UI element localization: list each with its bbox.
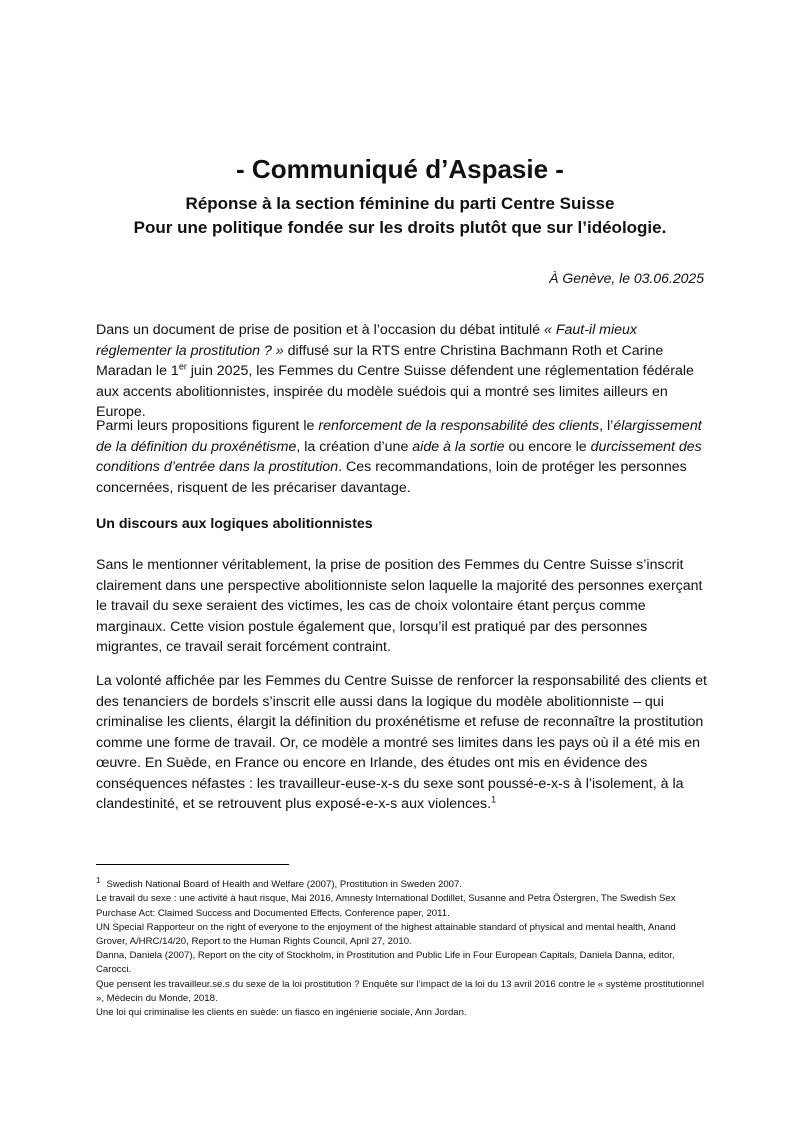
paragraph-text: Parmi leurs propositions figurent le xyxy=(96,418,319,434)
footnote-item xyxy=(96,874,708,892)
paragraph-intro xyxy=(96,320,708,423)
footnotes xyxy=(96,874,708,1020)
footnote-item: Que pensent les travailleur.se.s du sexe de la loi prostitution ? Enquête sur l’impact de la loi du 13 avril 2016 contre le « système prostitutionnel », Médecin du Monde, 2018. xyxy=(96,978,704,1004)
paragraph-text: Sans le mentionner véritablement, la prise de position des Femmes du Centre Suisse s’inscrit clairement dans une perspective abolitionniste selon laquelle la majorité des personnes exerçant le travail du sexe seraient des victimes, les cas de choix volontaire étant perçus comme marginaux. Cette vision postule également que, lorsqu’il est pratiqué par des personnes migrantes, ce travail serait forcément contraint. xyxy=(96,557,703,655)
paragraph-text: . Ces recommandations, loin de protéger les personnes concernées, risquent de les précariser davantage. xyxy=(96,459,687,496)
paragraph-proposals xyxy=(96,416,708,498)
document-subtitle-line1: Réponse à la section féminine du parti Centre Suisse xyxy=(185,194,615,213)
paragraph-text: , la création d’une xyxy=(296,438,413,455)
proposal-4: durcissement des conditions d’entrée dans la prostitution xyxy=(96,438,702,475)
footnote-item: UN Special Rapporteur on the right of everyone to the enjoyment of the highest attainable standard of physical and mental health, Anand Grover, A/HRC/14/20, Report to the Human Rights Council, April 27, 2010. xyxy=(96,921,676,947)
paragraph-text: juin 2025, les Femmes du Centre Suisse défendent une réglementation fédérale aux accents abolitionnistes, inspirée du modèle suédois qui a montré ses limites ailleurs en Europe. xyxy=(96,363,694,420)
footnote-divider xyxy=(96,864,289,865)
proposal-1: renforcement de la responsabilité des clients xyxy=(318,418,600,434)
proposal-3: aide à la sortie xyxy=(412,438,505,455)
proposal-2: élargissement de la définition du proxénétisme xyxy=(96,418,702,455)
ordinal-superscript: er xyxy=(178,361,187,372)
footnote-text: Swedish National Board of Health and Welfare (2007), Prostitution in Sweden 2007. xyxy=(106,879,462,891)
footnote-item: Danna, Daniela (2007), Report on the city of Stockholm, in Prostitution and Public Life in Four European Capitals, Daniela Danna, editor, Carocci. xyxy=(96,950,675,976)
debate-title: « Faut-il mieux réglementer la prostitution ? » xyxy=(96,322,638,359)
document-subtitle-line2: Pour une politique fondée sur les droits plutôt que sur l’idéologie. xyxy=(133,218,667,237)
document-title: - Communiqué d’Aspasie - xyxy=(236,154,564,184)
paragraph-text: diffusé sur la RTS entre Christina Bachmann Roth et Carine Maradan le 1 xyxy=(96,342,664,379)
footnote-item: Le travail du sexe : une activité à haut risque, Mai 2016, Amnesty International Dodillet, Susanne and Petra Östergren, The Swedish Sex Purchase Act: Claimed Success and Documented Effects, Conference paper, 2011. xyxy=(96,893,676,919)
footnote-reference[interactable]: 1 xyxy=(491,794,497,805)
paragraph-abolitionist-perspective xyxy=(96,555,708,658)
dateline: À Genève, le 03.06.2025 xyxy=(549,270,704,286)
section-heading: Un discours aux logiques abolitionnistes xyxy=(96,516,373,532)
paragraph-text: ou encore le xyxy=(504,438,591,455)
paragraph-text: Dans un document de prise de position et à l’occasion du débat intitulé xyxy=(96,322,544,338)
footnote-item: Une loi qui criminalise les clients en suède: un fiasco en ingénierie sociale, Ann Jordan. xyxy=(96,1007,467,1019)
paragraph-abolitionist-model xyxy=(96,671,708,815)
footnote-marker: 1 xyxy=(96,876,101,885)
paragraph-text: , l’ xyxy=(599,418,614,434)
paragraph-text: La volonté affichée par les Femmes du Centre Suisse de renforcer la responsabilité des clients et des tenanciers de bordels s’inscrit elle aussi dans la logique du modèle abolitionniste – qui criminalise les clients, élargit la définition du proxénétisme et refuse de reconnaître la prostitution comme une forme de travail. Or, ce modèle a montré ses limites dans les pays où il a été mis en œuvre. En Suède, en France ou encore en Irlande, des études ont mis en évidence des conséquences néfastes : les travailleur-euse-x-s du sexe sont poussé-e-x-s à l’isolement, à la clandestinité, et se retrouvent plus exposé-e-x-s aux violences. xyxy=(96,673,707,812)
